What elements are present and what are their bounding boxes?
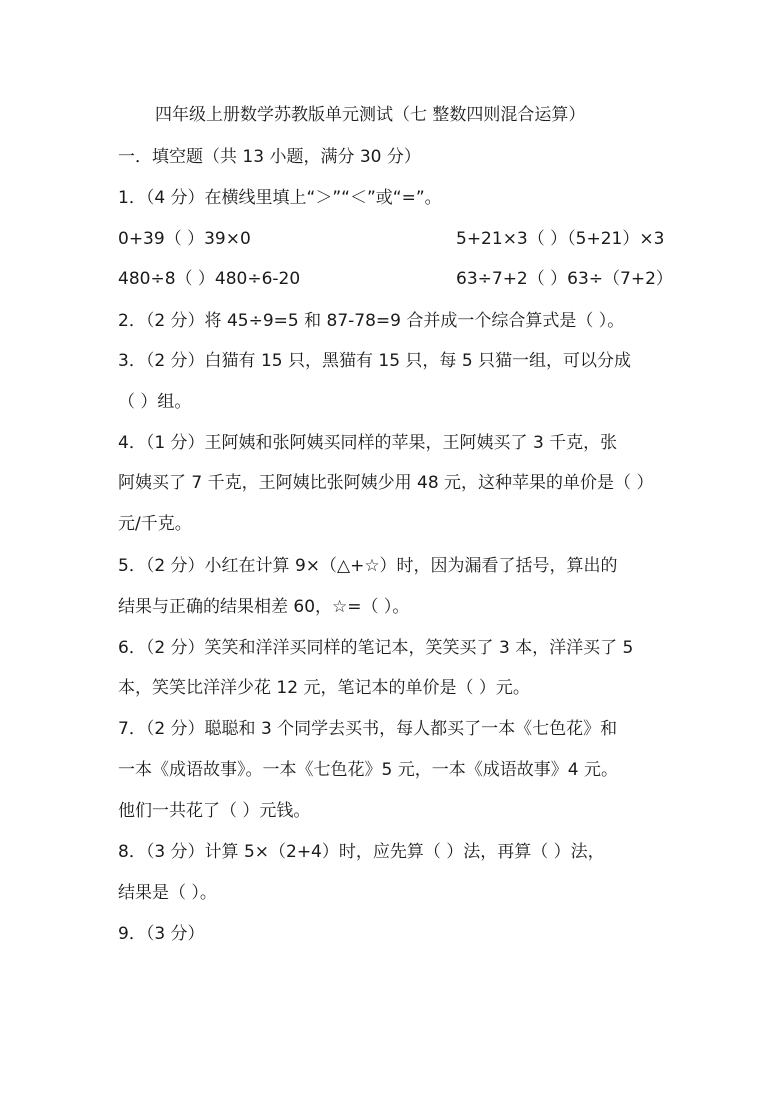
question-7-line-3: 他们一共花了（ ）元钱。	[118, 801, 311, 821]
question-8-line-2: 结果是（ ）。	[118, 883, 217, 903]
question-8-line-1: 8．（3 分）计算 5×（2+4）时，应先算（ ）法，再算（ ）法，	[118, 842, 605, 862]
question-7-line-2: 一本《成语故事》。一本《七色花》5 元，一本《成语故事》4 元。	[118, 760, 618, 780]
question-2-stem: 2．（2 分）将 45÷9=5 和 87-78=9 合并成一个综合算式是（ ）。	[118, 311, 625, 331]
question-1-row-2-left: 480÷8（ ）480÷6-20	[118, 269, 301, 289]
question-5-line-2: 结果与正确的结果相差 60，☆=（ ）。	[118, 597, 410, 617]
section-heading: 一．填空题（共 13 小题，满分 30 分）	[118, 147, 421, 167]
question-1-row-2-right: 63÷7+2（ ）63÷（7+2）	[456, 269, 673, 289]
question-1-row-1-right: 5+21×3（ ）（5+21）×3	[456, 229, 665, 249]
question-6-line-2: 本，笑笑比洋洋少花 12 元，笔记本的单价是（ ）元。	[118, 678, 530, 698]
question-3-line-2: （ ）组。	[118, 392, 192, 412]
question-4-line-2: 阿姨买了 7 千克，王阿姨比张阿姨少用 48 元，这种苹果的单价是（ ）	[118, 473, 654, 493]
question-6-line-1: 6．（2 分）笑笑和洋洋买同样的笔记本，笑笑买了 3 本，洋洋买了 5	[118, 638, 634, 658]
question-1-stem: 1．（4 分）在横线里填上“＞”“＜”或“=”。	[118, 188, 442, 208]
page-title: 四年级上册数学苏教版单元测试（七 整数四则混合运算）	[155, 105, 586, 125]
question-4-line-3: 元/千克。	[118, 514, 192, 534]
question-1-row-1	[118, 228, 665, 250]
question-5-line-1: 5．（2 分）小红在计算 9×（△+☆）时，因为漏看了括号，算出的	[118, 556, 618, 576]
question-4-line-1: 4．（1 分）王阿姨和张阿姨买同样的苹果，王阿姨买了 3 千克，张	[118, 433, 618, 453]
question-3-line-1: 3．（2 分）白猫有 15 只，黑猫有 15 只，每 5 只猫一组，可以分成	[118, 351, 632, 371]
question-1-row-1-left: 0+39（ ）39×0	[118, 229, 251, 249]
question-7-line-1: 7．（2 分）聪聪和 3 个同学去买书，每人都买了一本《七色花》和	[118, 719, 618, 739]
question-9-stem: 9．（3 分）	[118, 924, 205, 944]
question-1-row-2	[118, 268, 673, 290]
